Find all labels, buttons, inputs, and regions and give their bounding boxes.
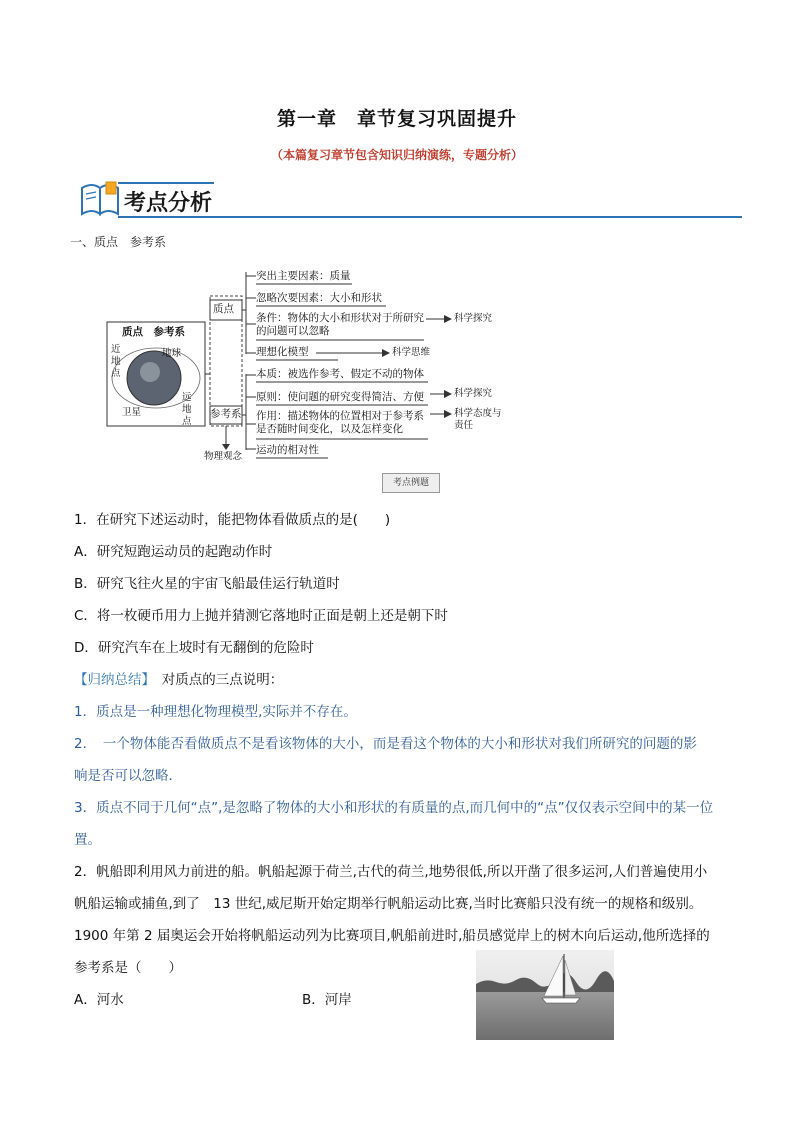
summary-tag: 【归纳总结】 (74, 672, 149, 688)
map-frame-item-2: 原则：使问题的研究变得简洁、方便 (256, 391, 424, 403)
page-title: 第一章 章节复习巩固提升 (276, 108, 517, 130)
page-subtitle: （本篇复习章节包含知识归纳演练，专题分析） (270, 148, 523, 162)
map-frame-item-3: 作用：描述物体的位置相对于参考系是否随时间变化，以及怎样变化 (256, 410, 424, 435)
summary-point-2-line1: 2． 一个物体能否看做质点不是看该物体的大小，而是看这个物体的大小和形状对我们所研究的问题的影 (74, 736, 697, 752)
q2-option-a: A．河水 (74, 992, 124, 1008)
map-particle-item-1: 突出主要因素：质量 (256, 270, 351, 282)
map-perigee-label: 近地点 (111, 344, 121, 379)
map-arrow-label-4: 科学态度与责任 (454, 408, 502, 431)
map-arrow-label-2: 科学思维 (392, 347, 431, 358)
q2-line-4: 参考系是（ ） (74, 960, 182, 976)
book-icon (78, 178, 122, 218)
map-arrow-label-3: 科学探究 (454, 388, 493, 399)
q2-option-b: B．河岸 (302, 992, 352, 1008)
summary-intro: 对质点的三点说明： (148, 672, 284, 688)
sailboat-photo (476, 950, 614, 1040)
summary-point-1: 1．质点是一种理想化物理模型,实际并不存在。 (74, 704, 357, 720)
map-frame-item-4: 运动的相对性 (256, 444, 319, 456)
q1-option-a: A．研究短跑运动员的起跑动作时 (74, 544, 273, 560)
subsection-title: 一、质点 参考系 (70, 235, 167, 249)
q1-option-c: C．将一枚硬币用力上抛并猜测它落地时正面是朝上还是朝下时 (74, 608, 448, 624)
q2-line-3: 1900 年第 2 届奥运会开始将帆船运动列为比赛项目,帆船前进时,船员感觉岸上的树木向后运动,他所选择的 (74, 928, 710, 944)
q2-line-1: 2．帆船即利用风力前进的船。帆船起源于荷兰,古代的荷兰,地势很低,所以开凿了很多运河,人们普遍使用小 (74, 864, 708, 880)
map-node-particle: 质点 (213, 303, 234, 315)
example-stamp: 考点例题 (382, 473, 440, 493)
map-frame-item-1: 本质：被选作参考、假定不动的物体 (256, 368, 424, 380)
map-apogee-label: 远地点 (182, 392, 192, 427)
map-satellite-label: 卫星 (122, 407, 142, 418)
map-earth-label: 地球 (162, 348, 182, 359)
map-node-frame: 参考系 (210, 408, 242, 420)
summary-point-3-line2: 置。 (74, 832, 101, 848)
summary-point-3-line1: 3．质点不同于几何“点”,是忽略了物体的大小和形状的有质量的点,而几何中的“点”仅仅表示空间中的某一位 (74, 800, 714, 816)
map-particle-item-4: 理想化模型 (256, 346, 309, 358)
section-label: 考点分析 (124, 191, 213, 216)
map-arrow-label-1: 科学探究 (454, 313, 493, 324)
q2-line-2: 帆船运输或捕鱼,到了 13 世纪,威尼斯开始定期举行帆船运动比赛,当时比赛船只没有统一的规格和级别。 (74, 896, 703, 912)
q1-option-b: B．研究飞往火星的宇宙飞船最佳运行轨道时 (74, 576, 340, 592)
q1-option-d: D．研究汽车在上坡时有无翻倒的危险时 (74, 640, 314, 656)
summary-heading (74, 668, 283, 688)
concept-map (106, 264, 506, 464)
map-particle-item-3: 条件：物体的大小和形状对于所研究的问题可以忽略 (256, 312, 424, 337)
map-particle-item-2: 忽略次要因素：大小和形状 (256, 292, 382, 304)
sailboat-image (476, 950, 614, 1040)
summary-point-2-line2: 响是否可以忽略． (74, 768, 182, 784)
map-bottom-label: 物理观念 (204, 451, 243, 462)
map-left-title: 质点 参考系 (122, 326, 185, 338)
q1-stem: 1．在研究下述运动时，能把物体看做质点的是( ) (74, 512, 391, 528)
